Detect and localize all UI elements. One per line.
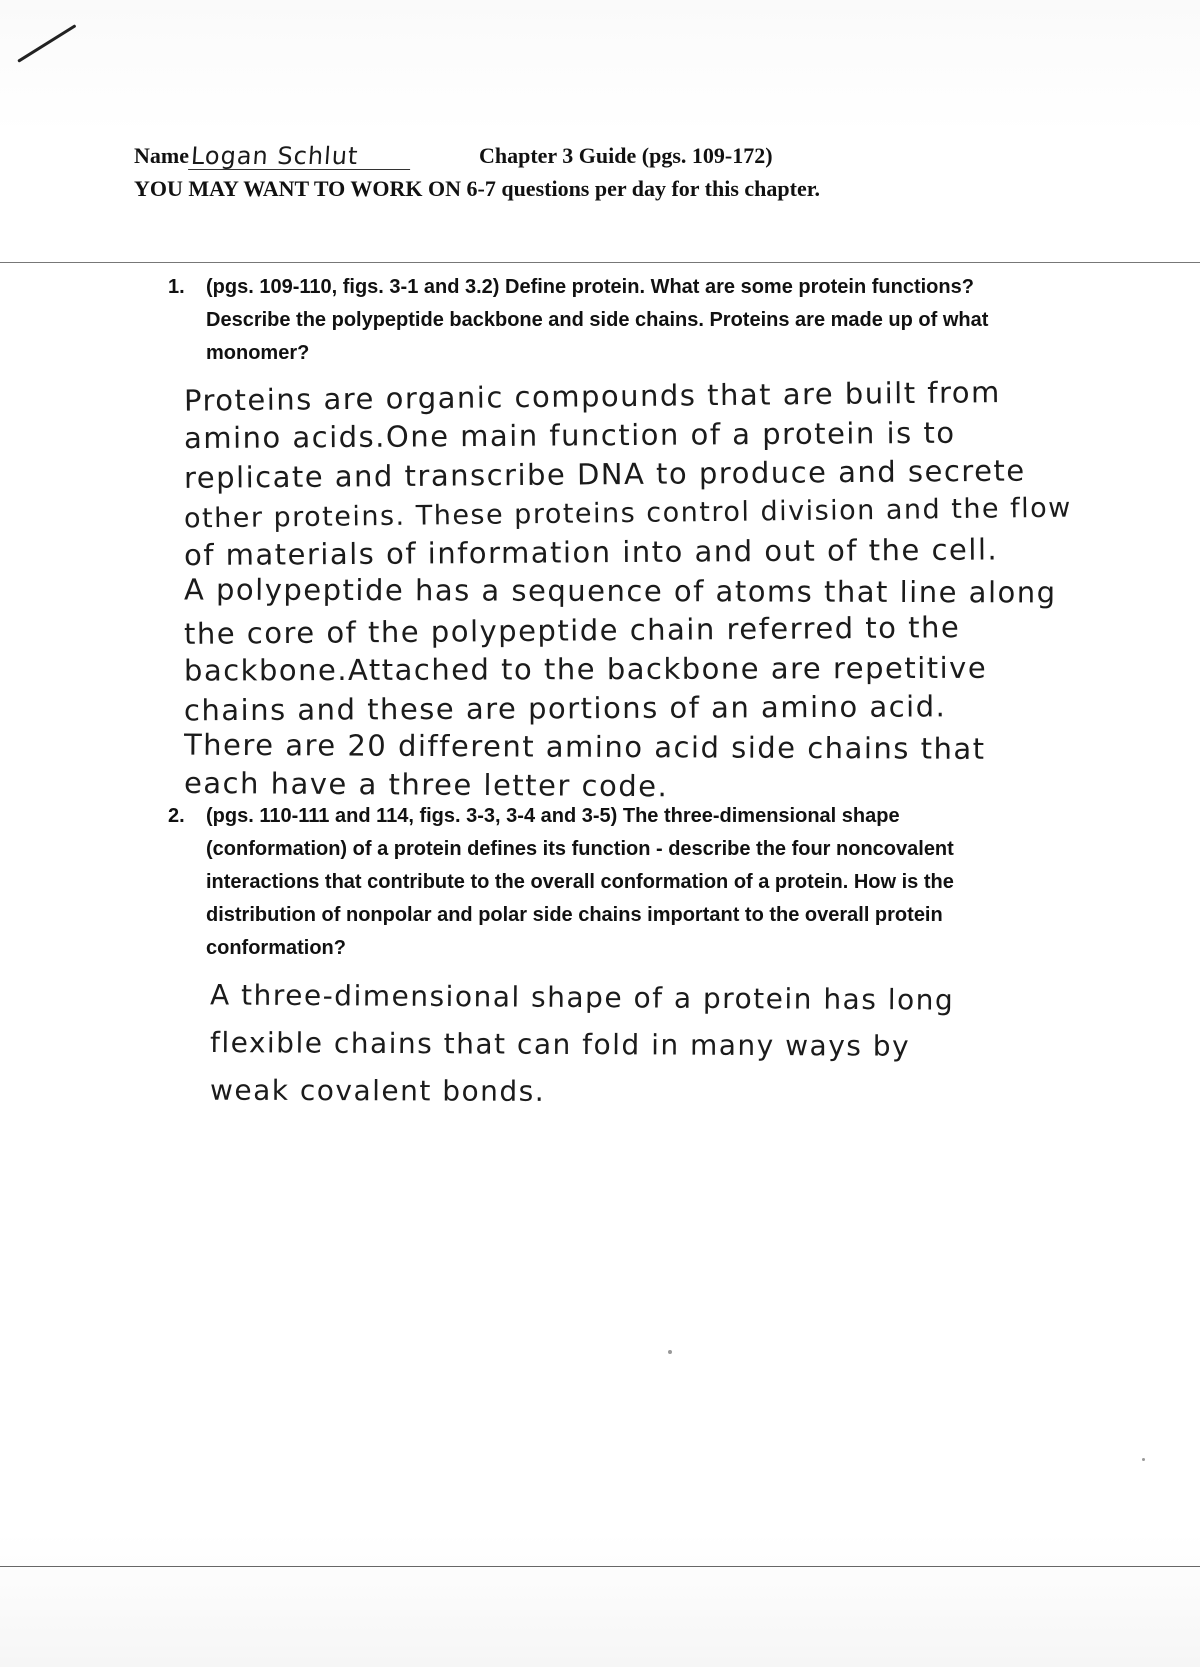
paper-speck (1142, 1458, 1145, 1461)
answer-line: flexible chains that can fold in many ways by (209, 1026, 911, 1063)
answer-2-handwriting (210, 974, 954, 1115)
answer-line: A polypeptide has a sequence of atoms that line along (183, 572, 1057, 610)
header-divider (0, 262, 1200, 263)
question-prompt: (pgs. 109-110, figs. 3-1 and 3.2) Define protein. What are some protein functions? Describe the polypeptide backbone and side chains. Proteins are made up of what monomer? (206, 276, 989, 364)
chapter-title: Chapter 3 Guide (pgs. 109-172) (478, 143, 773, 168)
question-prompt: (pgs. 110-111 and 114, figs. 3-3, 3-4 and 3-5) The three-dimensional shape (conformation) of a protein defines its function - describe the four noncovalent interactions that contribute to the overall conformation of a protein. How is the distribution of nonpolar and polar side chains important to the overall protein conformation? (206, 805, 954, 959)
paper-speck (668, 1350, 672, 1354)
student-name: Logan Schlut (188, 143, 412, 170)
answer-line: amino acids.One main function of a protein is to (183, 415, 956, 456)
name-label: Name (134, 143, 189, 168)
question-number: 2. (168, 805, 185, 827)
answer-line: There are 20 different amino acid side chains that (183, 727, 986, 766)
pen-stroke-mark (17, 24, 76, 63)
answer-line: replicate and transcribe DNA to produce and secrete (183, 453, 1026, 495)
answer-1-handwriting (184, 377, 1072, 806)
question-1 (168, 271, 1008, 370)
question-number: 1. (168, 276, 185, 298)
work-instruction: YOU MAY WANT TO WORK ON 6-7 questions per day for this chapter. (134, 176, 820, 201)
footer-divider (0, 1566, 1200, 1567)
answer-line: of materials of information into and out of the cell. (183, 532, 999, 573)
question-2 (168, 800, 1008, 965)
answer-line: the core of the polypeptide chain referred to the (183, 610, 961, 651)
worksheet-header (134, 142, 1034, 204)
answer-line: other proteins. These proteins control division and the flow (183, 492, 1072, 535)
header-title-row (134, 142, 1034, 170)
answer-line: Proteins are organic compounds that are built from (183, 375, 1001, 418)
answer-line: weak covalent bonds. (209, 1073, 546, 1108)
answer-line: A three-dimensional shape of a protein has long (209, 978, 955, 1017)
answer-line: backbone.Attached to the backbone are repetitive (183, 650, 988, 688)
answer-line: each have a three letter code. (183, 765, 669, 804)
answer-line: chains and these are portions of an amino acid. (183, 689, 947, 728)
